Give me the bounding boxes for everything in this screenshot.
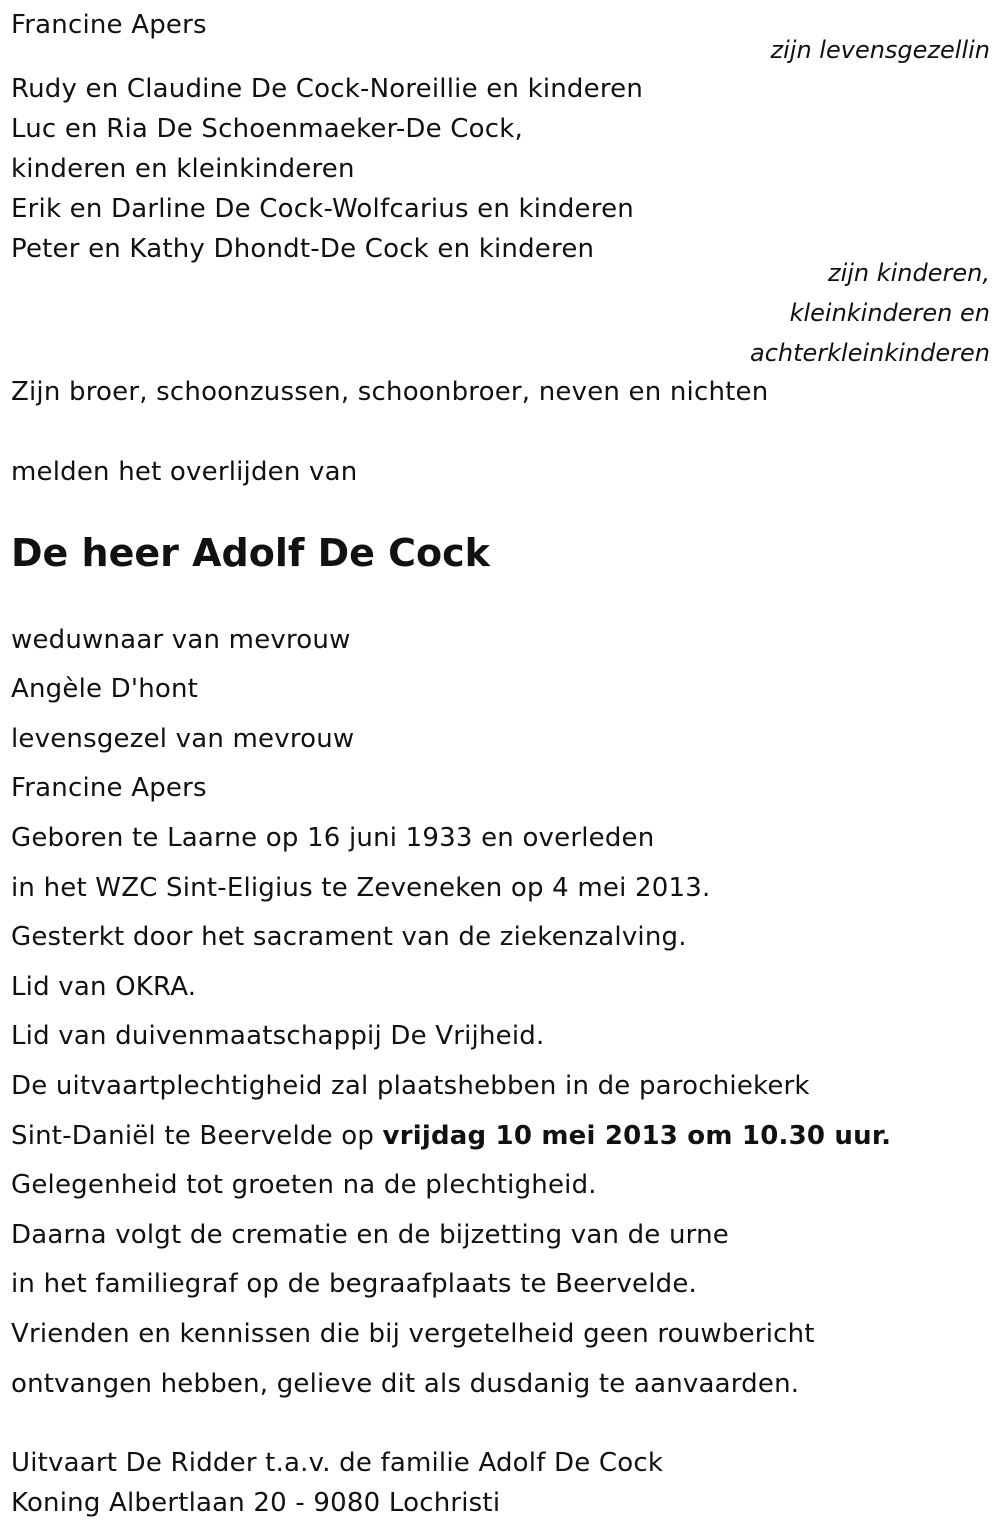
family-line: Luc en Ria De Schoenmaeker-De Cock, — [11, 114, 523, 144]
detail-line: in het familiegraf op de begraafplaats te Beervelde. — [11, 1269, 698, 1299]
detail-line: Geboren te Laarne op 16 juni 1933 en overleden — [11, 823, 655, 853]
family-line: Rudy en Claudine De Cock-Noreillie en kinderen — [11, 74, 644, 104]
detail-line: Vrienden en kennissen die bij vergetelheid geen rouwbericht — [11, 1319, 815, 1349]
family-line: kinderen en kleinkinderen — [11, 154, 355, 184]
detail-line: Angèle D'hont — [11, 674, 199, 704]
detail-line: Francine Apers — [11, 773, 207, 803]
detail-line: weduwnaar van mevrouw — [11, 625, 351, 655]
relatives-line: Zijn broer, schoonzussen, schoonbroer, neven en nichten — [11, 377, 769, 407]
detail-line: levensgezel van mevrouw — [11, 724, 355, 754]
children-relation-line: zijn kinderen, — [827, 259, 990, 287]
detail-line: De uitvaartplechtigheid zal plaatshebben in de parochiekerk — [11, 1071, 810, 1101]
detail-line: Daarna volgt de crematie en de bijzetting van de urne — [11, 1220, 729, 1250]
deceased-name: De heer Adolf De Cock — [11, 531, 490, 575]
children-relation-line: achterkleinkinderen — [750, 339, 990, 367]
contact-address: Koning Albertlaan 20 - 9080 Lochristi — [11, 1488, 501, 1518]
detail-line: ontvangen hebben, gelieve dit als dusdanig te aanvaarden. — [11, 1369, 800, 1399]
partner-name: Francine Apers — [11, 10, 207, 40]
detail-line: Gelegenheid tot groeten na de plechtigheid. — [11, 1170, 597, 1200]
detail-line: Lid van OKRA. — [11, 972, 197, 1002]
family-line: Erik en Darline De Cock-Wolfcarius en kinderen — [11, 194, 634, 224]
announcement: melden het overlijden van — [11, 457, 358, 487]
ceremony-line — [11, 1120, 891, 1152]
contact-line: Uitvaart De Ridder t.a.v. de familie Adolf De Cock — [11, 1448, 664, 1478]
children-relation-line: kleinkinderen en — [789, 299, 990, 327]
family-line: Peter en Kathy Dhondt-De Cock en kinderen — [11, 234, 595, 264]
ceremony-datetime: vrijdag 10 mei 2013 om 10.30 uur. — [382, 1121, 892, 1151]
detail-line: Gesterkt door het sacrament van de ziekenzalving. — [11, 922, 687, 952]
detail-line: Lid van duivenmaatschappij De Vrijheid. — [11, 1021, 545, 1051]
partner-relation: zijn levensgezellin — [770, 36, 990, 64]
detail-line: in het WZC Sint-Eligius te Zeveneken op 4 mei 2013. — [11, 873, 711, 903]
ceremony-location: Sint-Daniël te Beervelde op — [11, 1121, 383, 1151]
